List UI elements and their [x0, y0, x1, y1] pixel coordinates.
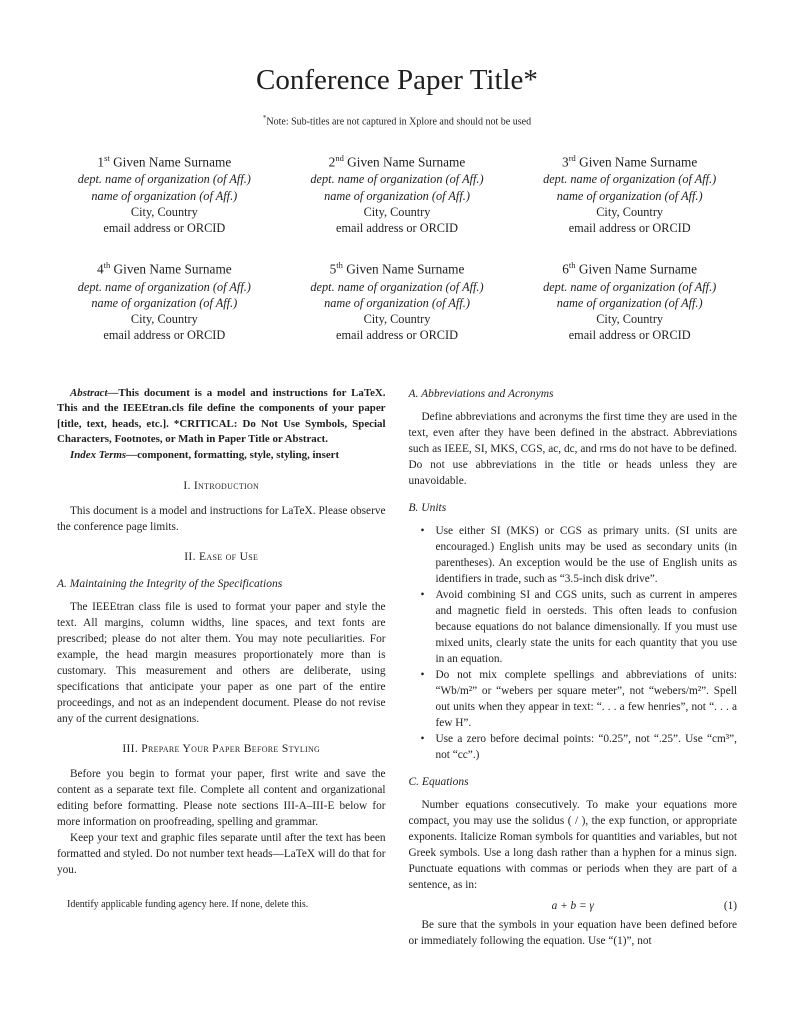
- units-bullet-2: • Avoid combining SI and CGS units, such as current in amperes and magnetic field in oersteds. This often leads to confusion because equations do not balance dimensionally. If you must use mixed units, clearly state the units for each quantity that you use in an equation.: [436, 587, 738, 667]
- author-ordinal: 5: [329, 261, 337, 277]
- author-org: name of organization (of Aff.): [324, 188, 470, 203]
- section-heading-prepare: III. Prepare Your Paper Before Styling: [122, 741, 321, 755]
- author-location: City, Country: [130, 312, 198, 327]
- abstract-paragraph: [57, 386, 386, 448]
- author-dept: dept. name of organization (of Aff.): [543, 172, 717, 187]
- equation-number: (1): [723, 899, 737, 912]
- author-name-text: Given Name Surname: [346, 261, 465, 277]
- subsection-heading-abbreviations: A. Abbreviations and Acronyms: [408, 387, 554, 400]
- author-dept: dept. name of organization (of Aff.): [310, 279, 484, 294]
- author-location: City, Country: [596, 204, 664, 219]
- author-email: email address or ORCID: [103, 220, 226, 235]
- author-location: City, Country: [363, 312, 431, 327]
- author-ordinal-suffix: rd: [568, 152, 576, 163]
- author-name: [517, 150, 742, 171]
- equation-text: a + b = γ: [551, 899, 594, 912]
- author-ordinal-suffix: nd: [335, 152, 344, 163]
- abstract-lead: Abstract—: [70, 386, 119, 399]
- author-name: [52, 257, 277, 278]
- author-block-5: [285, 257, 510, 343]
- author-name: [285, 257, 510, 278]
- subsection-heading-integrity: A. Maintaining the Integrity of the Specifications: [57, 577, 283, 590]
- author-email: email address or ORCID: [568, 328, 691, 343]
- author-ordinal: 3: [562, 154, 569, 170]
- subsection-heading-units: B. Units: [408, 501, 447, 514]
- author-name-text: Given Name Surname: [579, 154, 698, 170]
- author-ordinal-suffix: th: [336, 260, 343, 271]
- author-location: City, Country: [596, 312, 664, 327]
- paper-body: [57, 386, 737, 949]
- index-terms-lead: Index Terms—: [70, 448, 138, 461]
- section-heading-ease-of-use: II. Ease of Use: [184, 549, 259, 563]
- author-ordinal-suffix: th: [568, 260, 576, 271]
- author-dept: dept. name of organization (of Aff.): [77, 279, 251, 294]
- author-name: [517, 257, 742, 278]
- prepare-paragraph-1: Before you begin to format your paper, first write and save the content as a separate text file. Complete all content and organizational editing before formatting. Please note sections III-A–III-E below for more information on proofreading, spelling and grammar.: [57, 767, 386, 828]
- author-name-text: Given Name Surname: [113, 154, 232, 170]
- author-name: [52, 150, 277, 171]
- left-column: [57, 386, 386, 949]
- abbreviations-paragraph: Define abbreviations and acronyms the first time they are used in the text, even after they have been defined in the abstract. Abbreviations such as IEEE, SI, MKS, CGS, ac, dc, and rms do not have to be defined. Do not use abbreviations in the title or heads unless they are unavoidable.: [408, 410, 737, 487]
- introduction-paragraph: This document is a model and instructions for LaTeX. Please observe the conference page limits.: [57, 504, 386, 533]
- right-column: [409, 386, 738, 949]
- author-dept: dept. name of organization (of Aff.): [77, 172, 251, 187]
- author-email: email address or ORCID: [103, 328, 226, 343]
- author-ordinal-suffix: st: [104, 152, 110, 163]
- equations-paragraph-2: Be sure that the symbols in your equation have been defined before or immediately following the equation. Use “(1)”, not: [408, 918, 737, 947]
- author-email: email address or ORCID: [568, 220, 691, 235]
- equations-paragraph-1: Number equations consecutively. To make your equations more compact, you may use the solidus ( / ), the exp function, or appropriate exponents. Italicize Roman symbols for quantities and variables, but not Greek symbols. Use a long dash rather than a hyphen for a minus sign. Punctuate equations with commas or periods when they are part of a sentence, as in:: [408, 798, 737, 891]
- author-ordinal: 1: [97, 154, 105, 170]
- author-name-text: Given Name Surname: [578, 261, 698, 277]
- units-bullet-3: • Do not mix complete spellings and abbreviations of units: “Wb/m²” or “webers per square meter”, not “webers/m²”. Spell out units when they appear in text: “. . . a few henries”, not “. . . a few H”.: [436, 667, 738, 731]
- author-dept: dept. name of organization (of Aff.): [310, 172, 484, 187]
- funding-footnote: Identify applicable funding agency here. If none, delete this.: [67, 898, 309, 910]
- author-block-4: [52, 257, 277, 343]
- author-email: email address or ORCID: [336, 328, 458, 343]
- author-location: City, Country: [130, 204, 198, 219]
- author-name-text: Given Name Surname: [347, 154, 466, 170]
- author-block-3: [517, 150, 742, 236]
- author-org: name of organization (of Aff.): [91, 295, 238, 310]
- author-ordinal: 4: [96, 261, 104, 277]
- units-bullet-list: [409, 523, 738, 763]
- index-terms-paragraph: [57, 448, 386, 464]
- footnote-asterisk: *: [262, 114, 267, 123]
- index-terms-text: component, formatting, style, styling, insert: [137, 448, 340, 461]
- author-block-2: [285, 150, 510, 236]
- author-org: name of organization (of Aff.): [556, 295, 703, 310]
- author-ordinal: 6: [562, 261, 569, 277]
- authors-section: [52, 150, 742, 344]
- units-bullet-1: • Use either SI (MKS) or CGS as primary units. (SI units are encouraged.) English units may be used as secondary units (in parentheses). An exception would be the use of English units as identifiers in trade, such as “3.5-inch disk drive”.: [436, 523, 738, 587]
- author-ordinal: 2: [328, 154, 336, 170]
- title-footnote-text: Note: Sub-titles are not captured in Xplore and should not be used: [266, 116, 532, 128]
- integrity-paragraph: The IEEEtran class file is used to format your paper and style the text. All margins, column widths, line spaces, and text fonts are prescribed; please do not alter them. You may note peculiarities. For example, the head margin measures proportionately more than is customary. This measurement and others are deliberate, using specifications that anticipate your paper as one part of the entire proceedings, and not as an independent document. Please do not revise any of the current designations.: [57, 600, 386, 725]
- author-block-6: [517, 257, 742, 343]
- title-footnote: [0, 114, 794, 127]
- author-name-text: Given Name Surname: [113, 261, 232, 277]
- author-dept: dept. name of organization (of Aff.): [543, 279, 717, 294]
- author-org: name of organization (of Aff.): [91, 188, 238, 203]
- subsection-heading-equations: C. Equations: [408, 775, 469, 788]
- section-heading-introduction: I. Introduction: [183, 478, 260, 492]
- units-bullet-4: • Use a zero before decimal points: “0.25”, not “.25”. Use “cm³”, not “cc”.): [436, 731, 738, 763]
- author-org: name of organization (of Aff.): [324, 295, 470, 310]
- author-block-1: [52, 150, 277, 236]
- author-name: [285, 150, 510, 171]
- author-ordinal-suffix: th: [103, 260, 111, 271]
- paper-title: Conference Paper Title*: [256, 64, 538, 96]
- equation-block: [409, 898, 738, 914]
- abstract-text: This document is a model and instructions for LaTeX. This and the IEEEtran.cls file define the components of your paper [title, text, heads, etc.]. *CRITICAL: Do Not Use Symbols, Special Characters, Footnotes, or Math in Paper Title or Abstract.: [57, 386, 386, 446]
- author-email: email address or ORCID: [336, 220, 458, 235]
- author-org: name of organization (of Aff.): [556, 188, 703, 203]
- prepare-paragraph-2: Keep your text and graphic files separate until after the text has been formatted and styled. Do not number text heads—LaTeX will do that for you.: [57, 831, 386, 876]
- author-location: City, Country: [363, 204, 431, 219]
